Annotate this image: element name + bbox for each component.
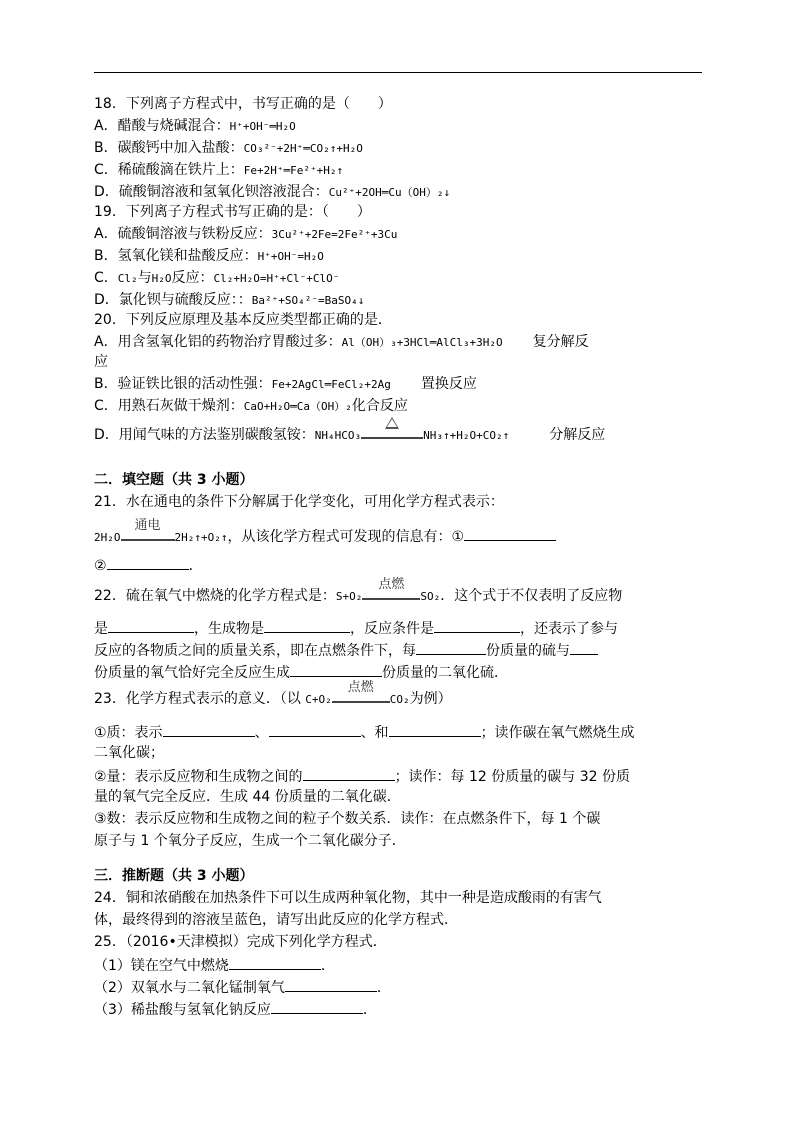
q22-blank-sulfur-mass[interactable] <box>416 640 486 655</box>
q21-stem: 21．水在通电的条件下分解属于化学变化，可用化学方程式表示： <box>94 494 504 510</box>
q22-blank-product[interactable] <box>264 618 350 633</box>
q19-stem: 19．下列离子方程式书写正确的是：（ ） <box>94 204 371 220</box>
q22-blank-oxygen-mass[interactable] <box>570 640 598 655</box>
q23-part-2: ②量：表示反应物和生成物之间的 ；读作：每 12 份质量的碳与 32 份质 <box>94 766 630 786</box>
q23-part-3-cont: 原子与 1 个氧分子反应，生成一个二氧化碳分子． <box>94 833 406 849</box>
q24-line-2: 体，最终得到的溶液呈蓝色，请写出此反应的化学方程式． <box>94 912 458 928</box>
q23-part-3: ③数：表示反应物和生成物之间的粒子个数关系．读作：在点燃条件下，每 1 个碳 <box>94 811 601 827</box>
q22-line-3: 反应的各物质之间的质量关系，即在点燃条件下，每 份质量的硫与 <box>94 640 598 660</box>
q20-stem: 20．下列反应原理及基本反应类型都正确的是． <box>94 312 392 328</box>
q25-item-1: （1）镁在空气中燃烧 ． <box>94 955 335 975</box>
q22-blank-so2-mass[interactable] <box>290 662 382 677</box>
q20-option-a-cont: 应 <box>94 354 108 370</box>
q18-option-a: A．醋酸与烧碱混合：H⁺+OH⁻═H₂O <box>94 118 296 134</box>
q22-blank-reactant[interactable] <box>108 618 194 633</box>
q23-stem: 23．化学方程式表示的意义．（以 C+O₂ 点燃 CO₂为例） <box>94 680 452 707</box>
triangle-icon <box>385 417 399 429</box>
q22-stem: 22．硫在氧气中燃烧的化学方程式是：S+O₂ 点燃 SO₂．这个式于不仅表明了反应物 <box>94 577 623 604</box>
q23-blank-1[interactable] <box>163 722 255 737</box>
q24-line-1: 24．铜和浓硝酸在加热条件下可以生成两种氧化物，其中一种是造成酸雨的有害气 <box>94 890 602 906</box>
section-3-heading: 三．推断题（共 3 小题） <box>94 868 254 884</box>
q23-condition: 点燃 <box>332 693 390 703</box>
q23-part-1-cont: 二氧化碳； <box>94 745 164 761</box>
header-rule <box>94 72 702 73</box>
section-2-heading: 二．填空题（共 3 小题） <box>94 472 254 488</box>
q18-option-c: C．稀硫酸滴在铁片上：Fe+2H⁺═Fe²⁺+H₂↑ <box>94 162 344 178</box>
q25-stem: 25．（2016•天津模拟）完成下列化学方程式． <box>94 934 387 950</box>
q18-option-b: B．碳酸钙中加入盐酸：CO₃²⁻+2H⁺═CO₂↑+H₂O <box>94 140 363 156</box>
q23-blank-2[interactable] <box>269 722 361 737</box>
q18-stem: 18．下列离子方程式中，书写正确的是（ ） <box>94 96 392 112</box>
q21-equation-line: 2H₂O 通电 2H₂↑+O₂↑，从该化学方程式可发现的信息有：① <box>94 526 556 547</box>
q25-item-3: （3）稀盐酸与氢氧化钠反应 ． <box>94 999 377 1019</box>
q22-condition: 点燃 <box>362 590 420 600</box>
q25-blank-3[interactable] <box>271 999 363 1014</box>
q19-option-d: D．氯化钡与硫酸反应：：Ba²⁺+SO₄²⁻=BaSO₄↓ <box>94 292 365 308</box>
q19-option-c: C．Cl₂与H₂O反应：Cl₂+H₂O=H⁺+Cl⁻+ClO⁻ <box>94 270 340 286</box>
q21-blank-2[interactable] <box>107 555 189 570</box>
q25-blank-2[interactable] <box>285 977 377 992</box>
q23-blank-3[interactable] <box>389 722 481 737</box>
q18-option-d: D．硫酸铜溶液和氢氧化钡溶液混合：Cu²⁺+2OH═Cu（OH）₂↓ <box>94 184 451 200</box>
q22-line-2: 是 ，生成物是 ，反应条件是 ，还表示了参与 <box>94 618 618 638</box>
q20-option-c: C．用熟石灰做干燥剂：CaO+H₂O═Ca（OH）₂化合反应 <box>94 398 408 414</box>
q22-line-4: 份质量的氧气恰好完全反应生成 份质量的二氧化硫． <box>94 662 508 682</box>
q23-blank-4[interactable] <box>303 766 395 781</box>
q21-blank-1[interactable] <box>464 526 556 541</box>
q20-option-d: D．用闻气味的方法鉴别碳酸氢铵：NH₄HCO₃ NH₃↑+H₂O+CO₂↑ 分解反应 <box>94 426 605 445</box>
heat-condition-arrow <box>361 429 423 439</box>
q25-item-2: （2）双氧水与二氧化锰制氧气 ． <box>94 977 391 997</box>
q20-option-b: B．验证铁比银的活动性强：Fe+2AgCl═FeCl₂+2Ag 置换反应 <box>94 376 477 392</box>
q25-blank-1[interactable] <box>229 955 321 970</box>
q20-option-a: A．用含氢氧化铝的药物治疗胃酸过多：Al（OH）₃+3HCl═AlCl₃+3H₂O 复分解反 <box>94 334 589 350</box>
q19-option-a: A．硫酸铜溶液与铁粉反应：3Cu²⁺+2Fe=2Fe²⁺+3Cu <box>94 226 398 242</box>
q21-condition: 通电 <box>121 531 175 541</box>
q22-blank-condition[interactable] <box>434 618 520 633</box>
q19-option-b: B．氢氧化镁和盐酸反应：H⁺+OH⁻=H₂O <box>94 248 324 264</box>
q23-part-2-cont: 量的氧气完全反应．生成 44 份质量的二氧化碳． <box>94 789 401 805</box>
q23-part-1: ①质：表示 、 、和 ；读作碳在氧气燃烧生成 <box>94 722 635 742</box>
q21-line-2: ② ． <box>94 555 203 575</box>
